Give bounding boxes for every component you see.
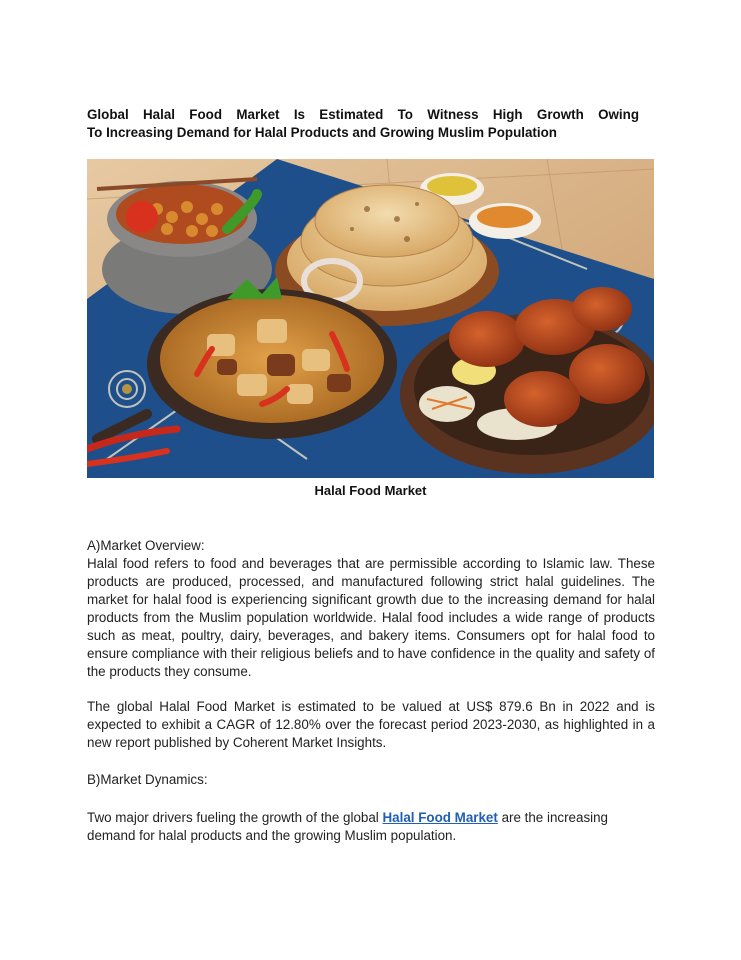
section-b-heading: B)Market Dynamics: bbox=[87, 772, 208, 787]
food-illustration bbox=[87, 159, 654, 478]
section-a-heading: A)Market Overview: bbox=[87, 538, 205, 553]
drivers-suffix: are the increasing demand for halal products and the growing Muslim population. bbox=[87, 810, 609, 843]
title-line-2: To Increasing Demand for Halal Products and Growing Muslim Population bbox=[87, 125, 557, 140]
market-value-paragraph: The global Halal Food Market is estimated to be valued at US$ 879.6 Bn in 2022 and is expected to exhibit a CAGR of 12.80% over the forecast period 2023-2030, as highlighted in a new report published by Coherent Market Insights. bbox=[87, 699, 655, 750]
halal-food-market-link[interactable]: Halal Food Market bbox=[382, 810, 498, 825]
drivers-paragraph bbox=[87, 809, 657, 845]
market-overview-paragraph: Halal food refers to food and beverages that are permissible according to Islamic law. These products are produced, processed, and manufactured following strict halal guidelines. The market for halal food is experiencing significant growth due to the increasing demand for halal products from the Muslim population worldwide. Halal food includes a wide range of products such as meat, poultry, dairy, beverages, and bakery items. Consumers opt for halal food to ensure compliance with their religious beliefs and to have confidence in the quality and safety of the products they consume. bbox=[87, 556, 655, 679]
halal-food-photo bbox=[87, 159, 654, 478]
title-line-1: Global Halal Food Market Is Estimated To Witness High Growth Owing bbox=[87, 107, 639, 122]
image-caption: Halal Food Market bbox=[314, 483, 427, 498]
drivers-prefix: Two major drivers fueling the growth of the global bbox=[87, 810, 383, 825]
article-title bbox=[87, 106, 639, 142]
